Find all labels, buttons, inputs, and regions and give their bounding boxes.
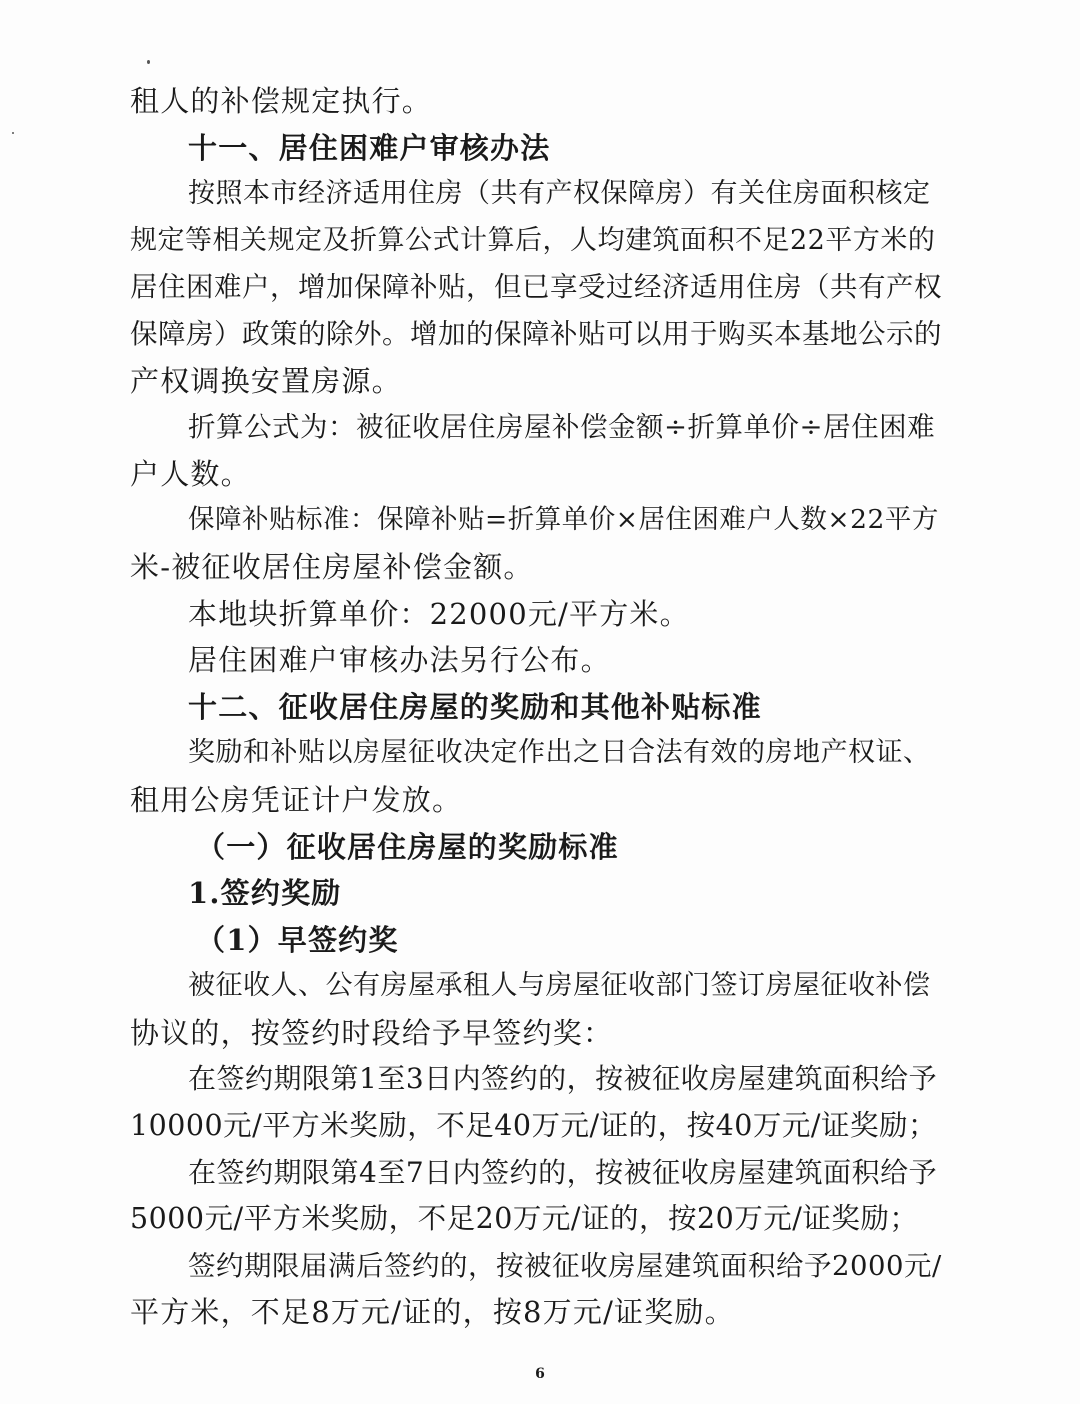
sub-item-heading: （1）早签约奖 [196,922,399,957]
formula-line: 折算公式为：被征收居住房屋补偿金额÷折算单价÷居住困难 [188,411,936,444]
paragraph-line: 奖励和补贴以房屋征收决定作出之日合法有效的房地产权证、 [188,737,931,769]
paragraph-line: 在签约期限第4至7日内签约的，按被征收房屋建筑面积给予 [188,1155,938,1189]
paragraph-line: 规定等相关规定及折算公式计算后，人均建筑面积不足22平方米的 [130,224,936,256]
document-body [130,78,942,1336]
paragraph-line: 米-被征收居住房屋补偿金额。 [130,549,534,584]
paragraph-line: 按照本市经济适用住房（共有产权保障房）有关住房面积核定 [188,178,931,210]
item-heading: 1.签约奖励 [188,876,342,911]
subsidy-standard-line: 保障补贴标准：保障补贴=折算单价×居住困难户人数×22平方 [188,504,939,536]
paragraph-line: 居住困难户，增加保障补贴，但已享受过经济适用住房（共有产权 [130,271,942,304]
paragraph-line: 在签约期限第1至3日内签约的，按被征收房屋建筑面积给予 [188,1062,938,1096]
paragraph-line: 签约期限届满后签约的，按被征收房屋建筑面积给予2000元/ [188,1249,942,1282]
paragraph-line: 5000元/平方米奖励，不足20万元/证的，按20万元/证奖励； [130,1202,919,1236]
paragraph-line: 租人的补偿规定执行。 [130,84,433,118]
scan-speck [147,60,150,64]
scan-speck [12,132,14,134]
paragraph-line: 10000元/平方米奖励，不足40万元/证的，按40万元/证奖励； [130,1109,938,1143]
paragraph-line: 被征收人、公有房屋承租人与房屋征收部门签订房屋征收补偿 [188,970,931,1002]
subsection-heading: （一）征收居住房屋的奖励标准 [196,829,619,864]
paragraph-line: 协议的，按签约时段给予早签约奖： [130,1015,614,1050]
unit-price-line: 本地块折算单价：22000元/平方米。 [188,596,690,631]
paragraph-line: 租用公房凭证计户发放。 [130,782,463,817]
paragraph-line: 居住困难户审核办法另行公布。 [188,643,611,678]
paragraph-line: 平方米，不足8万元/证的，按8万元/证奖励。 [130,1295,735,1330]
paragraph-line: 户人数。 [130,456,251,491]
section-heading-eleven: 十一、居住困难户审核办法 [188,130,551,165]
paragraph-line: 产权调换安置房源。 [130,363,402,398]
paragraph-line: 保障房）政策的除外。增加的保障补贴可以用于购买本基地公示的 [130,317,942,350]
section-heading-twelve: 十二、征收居住房屋的奖励和其他补贴标准 [188,689,762,724]
page-number: 6 [535,1366,545,1382]
